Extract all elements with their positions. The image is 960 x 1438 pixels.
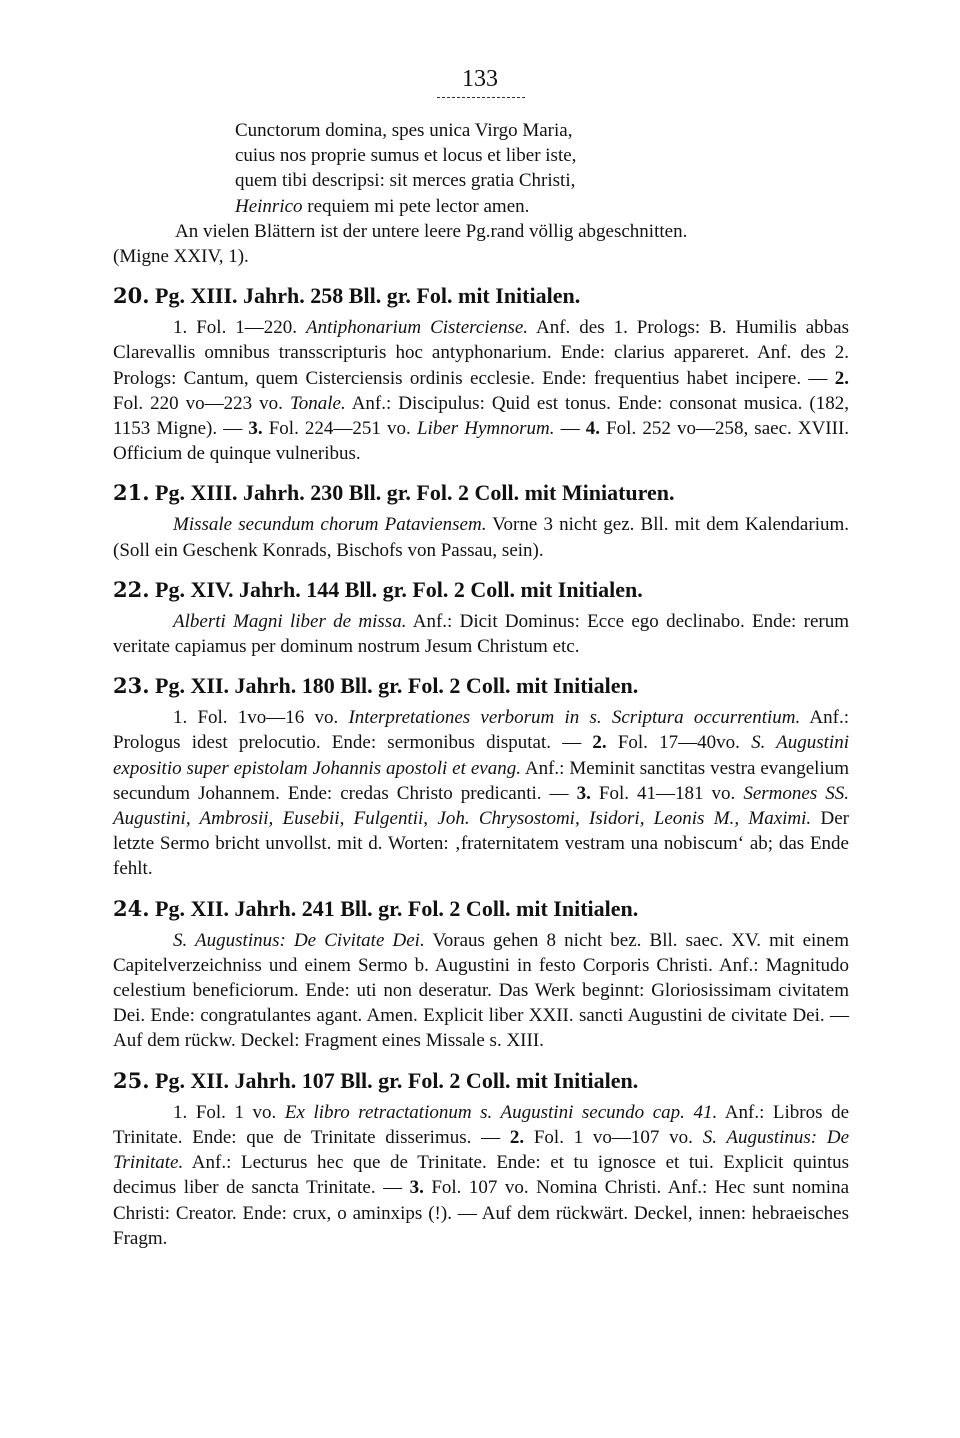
entry-heading-22: 22. Pg. XIV. Jahrh. 144 Bll. gr. Fol. 2 Coll. mit Initialen.: [113, 576, 643, 602]
verse-line: quem tibi descripsi: sit merces gratia Christi,: [235, 170, 576, 192]
text-column: [113, 118, 849, 1251]
entry-body-21: Missale secundum chorum Pataviensem. Vorne 3 nicht gez. Bll. mit dem Kalendarium. (Soll ein Geschenk Konrads, Bischofs von Passau, sein).: [113, 514, 849, 561]
entry-body-23: 1. Fol. 1vo—16 vo. Interpretationes verborum in s. Scriptura occurrentium. Anf.: Prologus idest prelocutio. Ende: sermonibus disputat. — 2. Fol. 17—40vo. S. Augustini expositio super epistolam Johannis apostoli et evang. Anf.: Meminit sanctitas vestra evangelium secundum Johannem. Ende: credas Christo predicanti. — 3. Fol. 41—181 vo. Sermones SS. Augustini, Ambrosii, Eusebii, Fulgentii, Joh. Chrysostomi, Isidori, Leonis M., Maximi. Der letzte Sermo bricht unvollst. mit d. Worten: ‚fraternitatem vestram una nobiscum‘ ab; das Ende fehlt.: [113, 707, 850, 880]
note-reference: (Migne XXIV, 1).: [113, 246, 249, 268]
entry-heading-21: 21. Pg. XIII. Jahrh. 230 Bll. gr. Fol. 2 Coll. mit Miniaturen.: [113, 480, 675, 506]
note-paragraph: An vielen Blättern ist der untere leere Pg.rand völlig abgeschnitten.: [175, 220, 688, 242]
entry-body-22: Alberti Magni liber de missa. Anf.: Dicit Dominus: Ecce ego declinabo. Ende: rerum veritate capiamus per dominum nostrum Jesum Christum etc.: [113, 610, 850, 658]
page-number: 133: [462, 66, 498, 92]
page-number-rule: [437, 97, 525, 98]
entry-body-20: 1. Fol. 1—220. Antiphonarium Cisterciense. Anf. des 1. Prologs: B. Humilis abbas Clarevallis omnibus transscripturis hoc antyphonarium. Ende: clarius appareret. Anf. des 2. Prologs: Cantum, quem Cisterciensis ordinis ecclesie. Ende: frequentius habet incipere. — 2. Fol. 220 vo—223 vo. Tonale. Anf.: Discipulus: Quid est tonus. Ende: consonat musica. (182, 1153 Migne). — 3. Fol. 224—251 vo. Liber Hymnorum. — 4. Fol. 252 vo—258, saec. XVIII. Officium de quinque vulneribus.: [113, 317, 850, 465]
verse-line: Cunctorum domina, spes unica Virgo Maria,: [235, 120, 573, 141]
verse-block: [113, 118, 849, 219]
entry-heading-20: 20. Pg. XIII. Jahrh. 258 Bll. gr. Fol. mit Initialen.: [113, 283, 581, 309]
entry-body-25: 1. Fol. 1 vo. Ex libro retractationum s. Augustini secundo cap. 41. Anf.: Libros de Trinitate. Ende: que de Trinitate disserimus. — 2. Fol. 1 vo—107 vo. S. Augustinus: De Trinitate. Anf.: Lecturus hec que de Trinitate. Ende: et tu ignosce et tui. Explicit quintus decimus liber de sancta Trinitate. — 3. Fol. 107 vo. Nomina Christi. Anf.: Hec sunt nomina Christi: Creator. Ende: crux, o aminxips (!). — Auf dem rückwärt. Deckel, innen: hebraeisches Fragm.: [113, 1101, 850, 1249]
entry-body-24: S. Augustinus: De Civitate Dei. Voraus gehen 8 nicht bez. Bll. saec. XV. mit einem Capitelverzeichniss und einem Sermo b. Augustini in festo Corporis Christi. Anf.: Magnitudo celestium beneficiorum. Ende: uti non deseratur. Das Werk beginnt: Gloriosissimam civitatem Dei. Ende: congratulantes agant. Amen. Explicit liber XXII. sancti Augustini de civitate Dei. — Auf dem rückw. Deckel: Fragment eines Missale s. XIII.: [113, 929, 849, 1052]
verse-name: Heinrico: [235, 195, 303, 217]
verse-line: Heinrico requiem mi pete lector amen.: [235, 195, 530, 217]
verse-line: cuius nos proprie sumus et locus et liber iste,: [235, 145, 577, 167]
entry-heading-23: 23. Pg. XII. Jahrh. 180 Bll. gr. Fol. 2 Coll. mit Initialen.: [113, 673, 639, 699]
entry-heading-24: 24. Pg. XII. Jahrh. 241 Bll. gr. Fol. 2 Coll. mit Initialen.: [113, 895, 639, 921]
entry-heading-25: 25. Pg. XII. Jahrh. 107 Bll. gr. Fol. 2 Coll. mit Initialen.: [113, 1067, 639, 1093]
